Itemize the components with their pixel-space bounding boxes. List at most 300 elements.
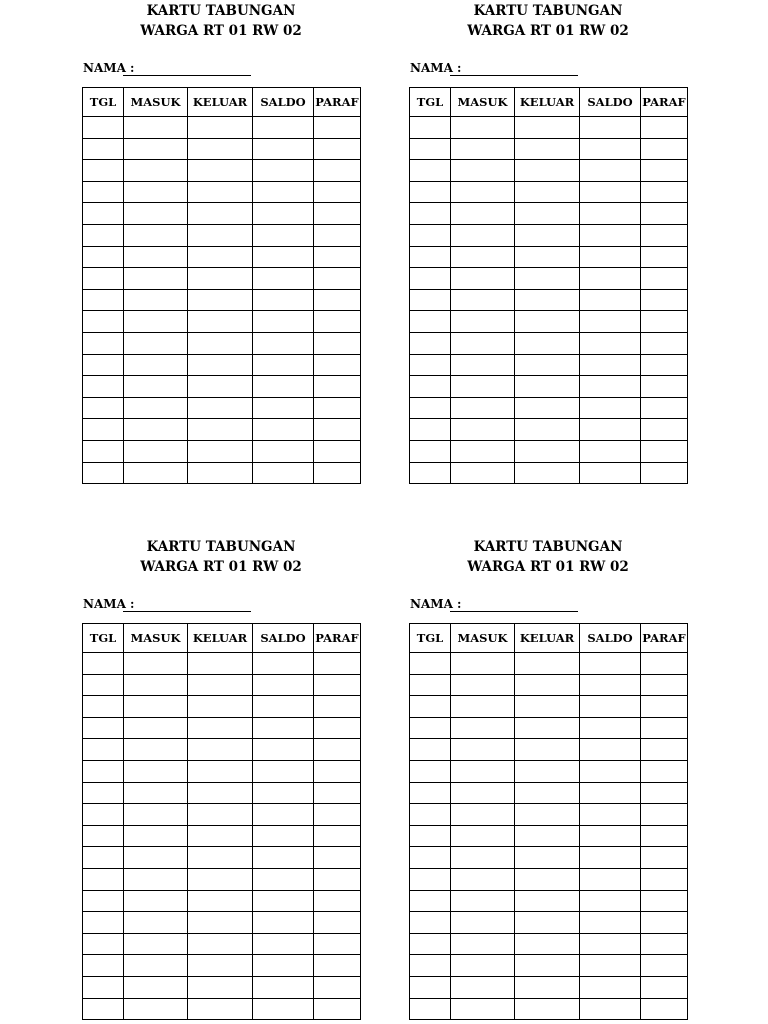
ledger-cell-masuk[interactable] [451, 440, 515, 462]
ledger-cell-paraf[interactable] [314, 462, 361, 484]
ledger-cell-masuk[interactable] [124, 825, 188, 847]
ledger-cell-masuk[interactable] [451, 117, 515, 139]
ledger-cell-saldo[interactable] [580, 804, 641, 826]
ledger-cell-tgl[interactable] [83, 674, 124, 696]
ledger-cell-paraf[interactable] [314, 268, 361, 290]
ledger-cell-masuk[interactable] [124, 268, 188, 290]
ledger-cell-keluar[interactable] [188, 181, 253, 203]
ledger-cell-keluar[interactable] [188, 717, 253, 739]
ledger-cell-tgl[interactable] [83, 933, 124, 955]
ledger-cell-masuk[interactable] [451, 311, 515, 333]
ledger-cell-paraf[interactable] [314, 760, 361, 782]
ledger-cell-paraf[interactable] [314, 825, 361, 847]
ledger-cell-paraf[interactable] [641, 653, 688, 675]
ledger-cell-saldo[interactable] [580, 181, 641, 203]
ledger-cell-masuk[interactable] [124, 311, 188, 333]
ledger-cell-masuk[interactable] [124, 696, 188, 718]
ledger-cell-masuk[interactable] [124, 462, 188, 484]
ledger-cell-paraf[interactable] [641, 890, 688, 912]
ledger-cell-keluar[interactable] [188, 847, 253, 869]
ledger-cell-masuk[interactable] [451, 419, 515, 441]
ledger-cell-tgl[interactable] [410, 268, 451, 290]
ledger-cell-saldo[interactable] [253, 782, 314, 804]
ledger-cell-paraf[interactable] [641, 847, 688, 869]
ledger-cell-saldo[interactable] [253, 138, 314, 160]
ledger-cell-keluar[interactable] [515, 933, 580, 955]
ledger-cell-keluar[interactable] [188, 462, 253, 484]
ledger-cell-tgl[interactable] [410, 955, 451, 977]
ledger-cell-paraf[interactable] [314, 998, 361, 1020]
ledger-cell-keluar[interactable] [188, 203, 253, 225]
ledger-cell-tgl[interactable] [83, 782, 124, 804]
ledger-cell-saldo[interactable] [580, 289, 641, 311]
ledger-cell-saldo[interactable] [253, 203, 314, 225]
ledger-cell-paraf[interactable] [314, 117, 361, 139]
ledger-cell-tgl[interactable] [410, 354, 451, 376]
ledger-cell-masuk[interactable] [124, 998, 188, 1020]
ledger-cell-tgl[interactable] [83, 847, 124, 869]
ledger-cell-saldo[interactable] [580, 696, 641, 718]
ledger-cell-keluar[interactable] [515, 462, 580, 484]
ledger-cell-tgl[interactable] [83, 462, 124, 484]
ledger-cell-paraf[interactable] [641, 825, 688, 847]
ledger-cell-masuk[interactable] [124, 181, 188, 203]
ledger-cell-tgl[interactable] [410, 311, 451, 333]
ledger-cell-tgl[interactable] [410, 998, 451, 1020]
ledger-cell-paraf[interactable] [314, 717, 361, 739]
ledger-cell-tgl[interactable] [83, 138, 124, 160]
ledger-cell-keluar[interactable] [515, 804, 580, 826]
ledger-cell-keluar[interactable] [515, 696, 580, 718]
ledger-cell-keluar[interactable] [515, 890, 580, 912]
ledger-cell-saldo[interactable] [253, 181, 314, 203]
ledger-cell-masuk[interactable] [451, 782, 515, 804]
ledger-cell-saldo[interactable] [253, 955, 314, 977]
ledger-cell-saldo[interactable] [253, 998, 314, 1020]
ledger-cell-paraf[interactable] [314, 246, 361, 268]
ledger-cell-keluar[interactable] [515, 289, 580, 311]
ledger-cell-masuk[interactable] [124, 246, 188, 268]
ledger-cell-paraf[interactable] [641, 419, 688, 441]
ledger-cell-saldo[interactable] [580, 976, 641, 998]
ledger-cell-paraf[interactable] [314, 674, 361, 696]
ledger-cell-saldo[interactable] [253, 976, 314, 998]
ledger-cell-masuk[interactable] [124, 890, 188, 912]
ledger-cell-tgl[interactable] [83, 181, 124, 203]
ledger-cell-masuk[interactable] [124, 224, 188, 246]
ledger-cell-keluar[interactable] [188, 653, 253, 675]
ledger-cell-saldo[interactable] [253, 653, 314, 675]
ledger-cell-paraf[interactable] [641, 224, 688, 246]
ledger-cell-saldo[interactable] [580, 332, 641, 354]
ledger-cell-keluar[interactable] [515, 332, 580, 354]
ledger-cell-tgl[interactable] [83, 998, 124, 1020]
ledger-cell-tgl[interactable] [410, 717, 451, 739]
ledger-cell-masuk[interactable] [124, 847, 188, 869]
ledger-cell-paraf[interactable] [641, 739, 688, 761]
ledger-cell-saldo[interactable] [580, 376, 641, 398]
ledger-cell-tgl[interactable] [83, 268, 124, 290]
ledger-cell-saldo[interactable] [580, 933, 641, 955]
ledger-cell-keluar[interactable] [515, 224, 580, 246]
ledger-cell-keluar[interactable] [188, 674, 253, 696]
ledger-cell-saldo[interactable] [253, 376, 314, 398]
ledger-cell-masuk[interactable] [451, 890, 515, 912]
ledger-cell-saldo[interactable] [580, 868, 641, 890]
ledger-cell-saldo[interactable] [580, 311, 641, 333]
ledger-cell-tgl[interactable] [83, 653, 124, 675]
ledger-cell-keluar[interactable] [188, 160, 253, 182]
ledger-cell-paraf[interactable] [314, 440, 361, 462]
ledger-cell-tgl[interactable] [410, 760, 451, 782]
ledger-cell-tgl[interactable] [410, 419, 451, 441]
ledger-cell-tgl[interactable] [410, 653, 451, 675]
ledger-cell-saldo[interactable] [580, 717, 641, 739]
ledger-cell-keluar[interactable] [515, 268, 580, 290]
ledger-cell-saldo[interactable] [253, 289, 314, 311]
ledger-cell-keluar[interactable] [188, 117, 253, 139]
ledger-cell-saldo[interactable] [253, 419, 314, 441]
ledger-cell-paraf[interactable] [641, 804, 688, 826]
ledger-cell-paraf[interactable] [314, 332, 361, 354]
ledger-cell-masuk[interactable] [124, 160, 188, 182]
ledger-cell-tgl[interactable] [83, 696, 124, 718]
ledger-cell-paraf[interactable] [314, 289, 361, 311]
ledger-cell-paraf[interactable] [641, 674, 688, 696]
ledger-cell-keluar[interactable] [188, 868, 253, 890]
ledger-cell-masuk[interactable] [451, 160, 515, 182]
ledger-cell-keluar[interactable] [188, 268, 253, 290]
ledger-cell-keluar[interactable] [515, 181, 580, 203]
ledger-cell-saldo[interactable] [253, 674, 314, 696]
ledger-cell-keluar[interactable] [515, 998, 580, 1020]
ledger-cell-saldo[interactable] [580, 847, 641, 869]
ledger-cell-keluar[interactable] [515, 976, 580, 998]
ledger-cell-tgl[interactable] [83, 976, 124, 998]
ledger-cell-tgl[interactable] [410, 440, 451, 462]
ledger-cell-tgl[interactable] [410, 462, 451, 484]
ledger-cell-paraf[interactable] [641, 955, 688, 977]
ledger-cell-keluar[interactable] [188, 397, 253, 419]
ledger-cell-tgl[interactable] [83, 332, 124, 354]
ledger-cell-tgl[interactable] [410, 332, 451, 354]
ledger-cell-tgl[interactable] [410, 138, 451, 160]
ledger-cell-keluar[interactable] [188, 419, 253, 441]
ledger-cell-masuk[interactable] [451, 933, 515, 955]
ledger-cell-paraf[interactable] [314, 890, 361, 912]
ledger-cell-paraf[interactable] [641, 976, 688, 998]
ledger-cell-tgl[interactable] [83, 825, 124, 847]
ledger-cell-keluar[interactable] [188, 332, 253, 354]
ledger-cell-saldo[interactable] [253, 246, 314, 268]
ledger-cell-paraf[interactable] [314, 955, 361, 977]
ledger-cell-saldo[interactable] [580, 419, 641, 441]
ledger-cell-paraf[interactable] [314, 653, 361, 675]
ledger-cell-tgl[interactable] [410, 674, 451, 696]
ledger-cell-masuk[interactable] [124, 739, 188, 761]
ledger-cell-saldo[interactable] [253, 912, 314, 934]
ledger-cell-masuk[interactable] [451, 717, 515, 739]
ledger-cell-keluar[interactable] [188, 933, 253, 955]
ledger-cell-paraf[interactable] [641, 440, 688, 462]
ledger-cell-paraf[interactable] [641, 181, 688, 203]
ledger-cell-saldo[interactable] [253, 717, 314, 739]
ledger-cell-keluar[interactable] [515, 955, 580, 977]
ledger-cell-paraf[interactable] [641, 696, 688, 718]
ledger-cell-paraf[interactable] [314, 224, 361, 246]
ledger-cell-saldo[interactable] [580, 653, 641, 675]
ledger-cell-masuk[interactable] [451, 332, 515, 354]
ledger-cell-masuk[interactable] [124, 782, 188, 804]
ledger-cell-keluar[interactable] [515, 419, 580, 441]
ledger-cell-keluar[interactable] [188, 782, 253, 804]
ledger-cell-masuk[interactable] [451, 397, 515, 419]
ledger-cell-paraf[interactable] [641, 117, 688, 139]
ledger-cell-paraf[interactable] [641, 717, 688, 739]
ledger-cell-masuk[interactable] [451, 760, 515, 782]
ledger-cell-masuk[interactable] [124, 138, 188, 160]
ledger-cell-saldo[interactable] [580, 246, 641, 268]
ledger-cell-paraf[interactable] [641, 311, 688, 333]
ledger-cell-paraf[interactable] [314, 138, 361, 160]
ledger-cell-paraf[interactable] [641, 397, 688, 419]
ledger-cell-masuk[interactable] [124, 332, 188, 354]
ledger-cell-keluar[interactable] [515, 912, 580, 934]
ledger-cell-masuk[interactable] [451, 354, 515, 376]
ledger-cell-masuk[interactable] [451, 246, 515, 268]
ledger-cell-masuk[interactable] [124, 868, 188, 890]
ledger-cell-masuk[interactable] [451, 976, 515, 998]
ledger-cell-keluar[interactable] [515, 717, 580, 739]
ledger-cell-masuk[interactable] [451, 376, 515, 398]
ledger-cell-masuk[interactable] [451, 696, 515, 718]
ledger-cell-masuk[interactable] [124, 203, 188, 225]
ledger-cell-saldo[interactable] [580, 955, 641, 977]
ledger-cell-keluar[interactable] [188, 311, 253, 333]
ledger-cell-tgl[interactable] [83, 955, 124, 977]
ledger-cell-masuk[interactable] [451, 825, 515, 847]
ledger-cell-tgl[interactable] [410, 160, 451, 182]
ledger-cell-paraf[interactable] [641, 160, 688, 182]
ledger-cell-tgl[interactable] [410, 246, 451, 268]
ledger-cell-masuk[interactable] [451, 998, 515, 1020]
ledger-cell-masuk[interactable] [124, 289, 188, 311]
ledger-cell-keluar[interactable] [188, 739, 253, 761]
ledger-cell-tgl[interactable] [410, 376, 451, 398]
ledger-cell-tgl[interactable] [410, 289, 451, 311]
ledger-cell-saldo[interactable] [580, 760, 641, 782]
ledger-cell-paraf[interactable] [641, 203, 688, 225]
ledger-cell-paraf[interactable] [641, 246, 688, 268]
ledger-cell-paraf[interactable] [641, 138, 688, 160]
ledger-cell-tgl[interactable] [83, 397, 124, 419]
ledger-cell-paraf[interactable] [314, 376, 361, 398]
ledger-cell-tgl[interactable] [83, 760, 124, 782]
ledger-cell-paraf[interactable] [641, 868, 688, 890]
ledger-cell-keluar[interactable] [515, 246, 580, 268]
ledger-cell-paraf[interactable] [314, 912, 361, 934]
ledger-cell-paraf[interactable] [314, 696, 361, 718]
ledger-cell-masuk[interactable] [451, 653, 515, 675]
ledger-cell-keluar[interactable] [188, 138, 253, 160]
ledger-cell-keluar[interactable] [515, 203, 580, 225]
ledger-cell-masuk[interactable] [124, 419, 188, 441]
ledger-cell-saldo[interactable] [253, 868, 314, 890]
ledger-cell-tgl[interactable] [410, 976, 451, 998]
ledger-cell-saldo[interactable] [580, 203, 641, 225]
ledger-cell-masuk[interactable] [451, 912, 515, 934]
ledger-cell-masuk[interactable] [124, 653, 188, 675]
ledger-cell-tgl[interactable] [410, 825, 451, 847]
ledger-cell-paraf[interactable] [314, 354, 361, 376]
ledger-cell-paraf[interactable] [314, 782, 361, 804]
ledger-cell-masuk[interactable] [451, 268, 515, 290]
ledger-cell-keluar[interactable] [515, 354, 580, 376]
ledger-cell-paraf[interactable] [314, 933, 361, 955]
ledger-cell-masuk[interactable] [124, 397, 188, 419]
ledger-cell-saldo[interactable] [253, 739, 314, 761]
ledger-cell-keluar[interactable] [515, 653, 580, 675]
ledger-cell-saldo[interactable] [580, 674, 641, 696]
ledger-cell-saldo[interactable] [253, 117, 314, 139]
ledger-cell-keluar[interactable] [188, 825, 253, 847]
ledger-cell-keluar[interactable] [515, 674, 580, 696]
ledger-cell-masuk[interactable] [124, 804, 188, 826]
ledger-cell-keluar[interactable] [515, 782, 580, 804]
ledger-cell-masuk[interactable] [124, 760, 188, 782]
ledger-cell-masuk[interactable] [451, 289, 515, 311]
ledger-cell-saldo[interactable] [580, 354, 641, 376]
ledger-cell-saldo[interactable] [253, 760, 314, 782]
ledger-cell-saldo[interactable] [253, 354, 314, 376]
ledger-cell-saldo[interactable] [580, 462, 641, 484]
ledger-cell-keluar[interactable] [188, 912, 253, 934]
ledger-cell-paraf[interactable] [641, 289, 688, 311]
ledger-cell-keluar[interactable] [188, 289, 253, 311]
ledger-cell-paraf[interactable] [641, 268, 688, 290]
ledger-cell-tgl[interactable] [410, 224, 451, 246]
ledger-cell-tgl[interactable] [410, 847, 451, 869]
ledger-cell-tgl[interactable] [83, 160, 124, 182]
ledger-cell-keluar[interactable] [188, 890, 253, 912]
ledger-cell-keluar[interactable] [515, 760, 580, 782]
ledger-cell-tgl[interactable] [83, 311, 124, 333]
ledger-cell-tgl[interactable] [410, 890, 451, 912]
ledger-cell-keluar[interactable] [515, 311, 580, 333]
ledger-cell-masuk[interactable] [124, 912, 188, 934]
ledger-cell-masuk[interactable] [451, 462, 515, 484]
ledger-cell-tgl[interactable] [410, 397, 451, 419]
ledger-cell-saldo[interactable] [580, 890, 641, 912]
ledger-cell-masuk[interactable] [124, 933, 188, 955]
ledger-cell-tgl[interactable] [83, 717, 124, 739]
ledger-cell-masuk[interactable] [124, 117, 188, 139]
ledger-cell-saldo[interactable] [253, 462, 314, 484]
ledger-cell-keluar[interactable] [515, 847, 580, 869]
ledger-cell-keluar[interactable] [188, 224, 253, 246]
ledger-cell-paraf[interactable] [641, 354, 688, 376]
ledger-cell-saldo[interactable] [253, 440, 314, 462]
ledger-cell-saldo[interactable] [580, 440, 641, 462]
ledger-cell-keluar[interactable] [188, 976, 253, 998]
ledger-cell-tgl[interactable] [83, 868, 124, 890]
ledger-cell-masuk[interactable] [124, 674, 188, 696]
ledger-cell-masuk[interactable] [451, 224, 515, 246]
ledger-cell-saldo[interactable] [253, 890, 314, 912]
ledger-cell-tgl[interactable] [83, 804, 124, 826]
ledger-cell-keluar[interactable] [515, 117, 580, 139]
ledger-cell-keluar[interactable] [188, 998, 253, 1020]
ledger-cell-masuk[interactable] [124, 440, 188, 462]
ledger-cell-masuk[interactable] [124, 976, 188, 998]
ledger-cell-keluar[interactable] [515, 397, 580, 419]
ledger-cell-keluar[interactable] [188, 376, 253, 398]
ledger-cell-masuk[interactable] [451, 203, 515, 225]
ledger-cell-keluar[interactable] [515, 868, 580, 890]
ledger-cell-saldo[interactable] [253, 933, 314, 955]
ledger-cell-keluar[interactable] [188, 696, 253, 718]
ledger-cell-keluar[interactable] [188, 760, 253, 782]
ledger-cell-saldo[interactable] [253, 160, 314, 182]
ledger-cell-masuk[interactable] [451, 804, 515, 826]
ledger-cell-paraf[interactable] [641, 782, 688, 804]
ledger-cell-masuk[interactable] [451, 674, 515, 696]
ledger-cell-paraf[interactable] [641, 760, 688, 782]
ledger-cell-tgl[interactable] [83, 739, 124, 761]
ledger-cell-paraf[interactable] [314, 739, 361, 761]
ledger-cell-tgl[interactable] [410, 739, 451, 761]
ledger-cell-saldo[interactable] [580, 224, 641, 246]
ledger-cell-tgl[interactable] [83, 117, 124, 139]
ledger-cell-masuk[interactable] [124, 376, 188, 398]
ledger-cell-paraf[interactable] [314, 419, 361, 441]
ledger-cell-saldo[interactable] [580, 268, 641, 290]
ledger-cell-saldo[interactable] [580, 998, 641, 1020]
ledger-cell-paraf[interactable] [641, 912, 688, 934]
ledger-cell-masuk[interactable] [451, 138, 515, 160]
ledger-cell-keluar[interactable] [188, 440, 253, 462]
ledger-cell-tgl[interactable] [83, 419, 124, 441]
ledger-cell-tgl[interactable] [83, 440, 124, 462]
ledger-cell-saldo[interactable] [580, 397, 641, 419]
ledger-cell-saldo[interactable] [580, 825, 641, 847]
ledger-cell-saldo[interactable] [580, 160, 641, 182]
ledger-cell-paraf[interactable] [314, 847, 361, 869]
ledger-cell-saldo[interactable] [580, 782, 641, 804]
ledger-cell-tgl[interactable] [410, 804, 451, 826]
ledger-cell-tgl[interactable] [410, 203, 451, 225]
name-field-line[interactable] [450, 611, 578, 612]
ledger-cell-keluar[interactable] [515, 160, 580, 182]
ledger-cell-masuk[interactable] [451, 955, 515, 977]
ledger-cell-masuk[interactable] [124, 717, 188, 739]
ledger-cell-keluar[interactable] [188, 804, 253, 826]
ledger-cell-keluar[interactable] [515, 440, 580, 462]
ledger-cell-saldo[interactable] [580, 739, 641, 761]
ledger-cell-saldo[interactable] [253, 825, 314, 847]
ledger-cell-tgl[interactable] [410, 181, 451, 203]
name-field-line[interactable] [123, 75, 251, 76]
ledger-cell-paraf[interactable] [314, 203, 361, 225]
ledger-cell-masuk[interactable] [451, 868, 515, 890]
ledger-cell-paraf[interactable] [314, 160, 361, 182]
ledger-cell-tgl[interactable] [83, 246, 124, 268]
ledger-cell-tgl[interactable] [83, 912, 124, 934]
ledger-cell-saldo[interactable] [253, 804, 314, 826]
name-field-line[interactable] [450, 75, 578, 76]
ledger-cell-tgl[interactable] [410, 696, 451, 718]
ledger-cell-tgl[interactable] [83, 289, 124, 311]
